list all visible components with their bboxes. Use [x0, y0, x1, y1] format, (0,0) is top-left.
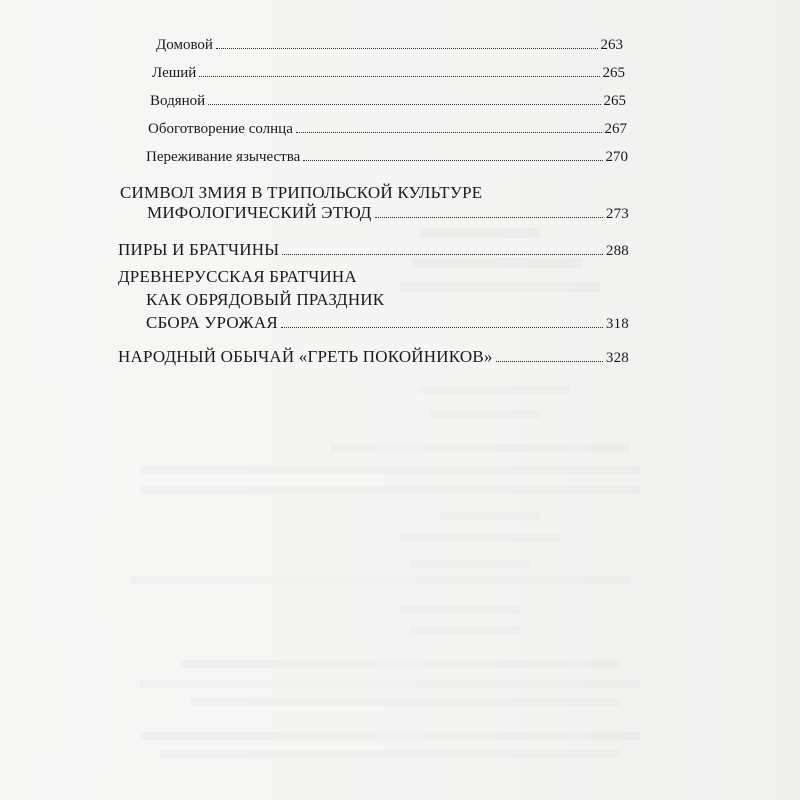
toc-chapter-title: НАРОДНЫЙ ОБЫЧАЙ «ГРЕТЬ ПОКОЙНИКОВ»	[118, 347, 493, 366]
toc-page-number: 328	[605, 350, 629, 366]
toc-entry[interactable]	[146, 149, 628, 166]
toc-chapter-title-line: СИМВОЛ ЗМИЯ В ТРИПОЛЬСКОЙ КУЛЬТУРЕ	[120, 183, 483, 202]
leader-dots	[216, 48, 598, 49]
toc-entry-title: Леший	[152, 65, 197, 81]
toc-chapter-title-line: ДРЕВНЕРУССКАЯ БРАТЧИНА	[118, 267, 357, 286]
leader-dots	[296, 132, 602, 133]
toc-page-number: 270	[605, 149, 628, 165]
toc-page-number: 263	[600, 37, 623, 53]
toc-entry-title: Домовой	[156, 37, 213, 53]
toc-entry-title: Водяной	[150, 93, 206, 109]
leader-dots	[282, 254, 603, 255]
toc-entry[interactable]	[152, 65, 625, 82]
leader-dots	[281, 327, 603, 328]
leader-dots	[496, 361, 603, 362]
toc-chapter[interactable]	[118, 240, 629, 260]
toc-chapter-title-line: СБОРА УРОЖАЯ	[146, 313, 278, 332]
leader-dots	[303, 160, 602, 161]
toc-chapter-title: ПИРЫ И БРАТЧИНЫ	[118, 240, 280, 259]
toc-page-number: 273	[605, 206, 629, 222]
toc-page-number: 288	[605, 243, 629, 259]
leader-dots	[199, 76, 599, 77]
toc-entry[interactable]	[156, 37, 623, 54]
toc-entry-title: Обоготворение солнца	[148, 121, 293, 137]
leader-dots	[208, 104, 600, 105]
toc-page-number: 267	[604, 121, 627, 137]
toc-chapter[interactable]	[147, 203, 629, 223]
toc-chapter[interactable]	[118, 347, 629, 367]
toc-entry-title: Переживание язычества	[146, 149, 301, 165]
toc-chapter-title-line: КАК ОБРЯДОВЫЙ ПРАЗДНИК	[146, 290, 385, 309]
toc-chapter-title-line: МИФОЛОГИЧЕСКИЙ ЭТЮД	[147, 203, 372, 222]
leader-dots	[375, 217, 603, 218]
toc-page-number: 265	[603, 93, 626, 109]
toc-page-number: 318	[605, 316, 629, 332]
toc-entry[interactable]	[150, 93, 626, 110]
toc-chapter[interactable]	[146, 313, 629, 333]
toc-page-number: 265	[602, 65, 625, 81]
toc-entry[interactable]	[148, 121, 627, 138]
